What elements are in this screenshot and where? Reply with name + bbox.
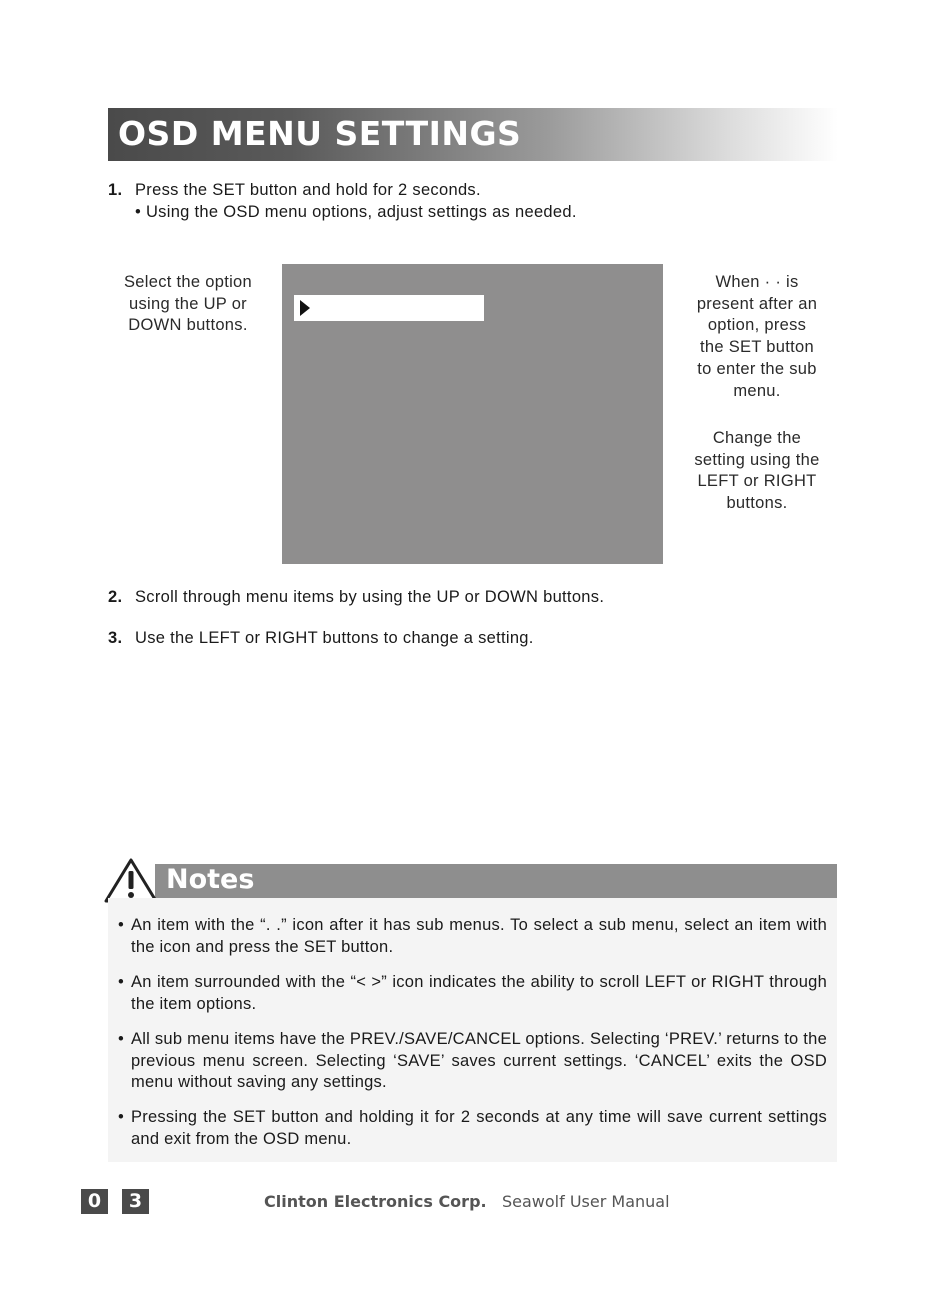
- step-number: 1.: [108, 181, 123, 199]
- note-line: setting using the: [694, 450, 820, 469]
- note-line: DOWN buttons.: [128, 316, 248, 335]
- step-3: [108, 629, 534, 648]
- note-item: • All sub menu items have the PREV./SAVE/CANCEL options. Selecting ‘PREV.’ returns to the previous menu screen. Selecting ‘SAVE’ saves current settings. ‘CANCEL’ exits the OSD menu without saving any settings.: [118, 1029, 827, 1094]
- left-side-note: [100, 272, 276, 337]
- note-line: Change the: [712, 429, 802, 447]
- note-line: LEFT or RIGHT: [697, 472, 817, 491]
- note-item: • An item with the “. .” icon after it has sub menus. To select a sub menu, select an item with the icon and press the SET button.: [118, 915, 827, 958]
- note-line: option, press: [707, 316, 807, 335]
- osd-selected-row: [294, 295, 484, 321]
- step-text: Use the LEFT or RIGHT buttons to change a setting.: [135, 629, 534, 647]
- page-number-digit: 3: [122, 1189, 149, 1214]
- note-line: menu.: [733, 381, 781, 400]
- notes-header-bar: [155, 864, 837, 898]
- page-number-digit: 0: [81, 1189, 108, 1214]
- note-line: present after an: [696, 294, 818, 313]
- warning-icon: [103, 857, 159, 903]
- step-number: 2.: [108, 588, 123, 606]
- note-line: the SET button: [700, 338, 814, 357]
- section-title-bar: [108, 108, 838, 161]
- note-line: buttons.: [726, 494, 788, 513]
- footer-manual-title: Seawolf User Manual: [502, 1192, 670, 1211]
- step-1: [108, 181, 481, 200]
- osd-menu-screen: [282, 264, 663, 564]
- page-title: OSD MENU SETTINGS: [118, 114, 522, 153]
- step-2: [108, 588, 604, 607]
- notes-body: [108, 898, 837, 1162]
- right-side-note-change: [674, 428, 840, 515]
- footer-company: Clinton Electronics Corp.: [264, 1192, 487, 1211]
- step-text: Scroll through menu items by using the UP or DOWN buttons.: [135, 588, 605, 606]
- selection-arrow-icon: [300, 300, 310, 316]
- step-text: Press the SET button and hold for 2 seconds.: [135, 181, 481, 199]
- step-number: 3.: [108, 629, 123, 647]
- note-line: to enter the sub: [697, 359, 817, 378]
- note-item: • An item surrounded with the “< >” icon indicates the ability to scroll LEFT or RIGHT through the item options.: [118, 972, 827, 1015]
- right-side-note-submenu: [674, 272, 840, 402]
- step-1-bullet: • Using the OSD menu options, adjust settings as needed.: [135, 203, 577, 221]
- note-line: Select the option: [123, 273, 253, 291]
- note-line: When · · is: [715, 273, 799, 291]
- notes-title: Notes: [166, 864, 255, 895]
- note-line: using the UP or: [129, 294, 247, 313]
- note-item: • Pressing the SET button and holding it for 2 seconds at any time will save current settings and exit from the OSD menu.: [118, 1107, 827, 1150]
